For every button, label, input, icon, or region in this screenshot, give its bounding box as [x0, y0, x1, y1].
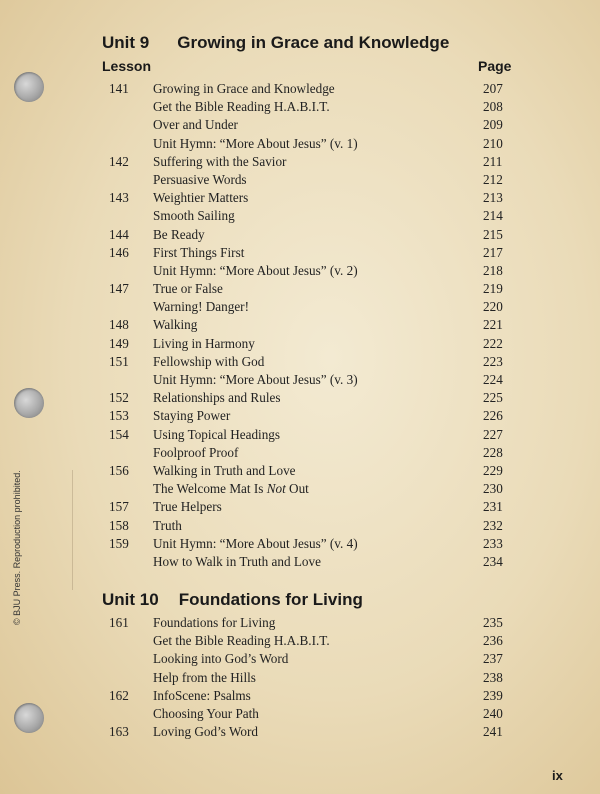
page-ref: 235	[483, 615, 503, 630]
page-ref: 211	[483, 153, 503, 169]
list-item	[0, 298, 600, 316]
lesson-title: Foolproof Proof	[153, 444, 239, 460]
lesson-number: 154	[109, 426, 129, 442]
lesson-number: 149	[109, 335, 129, 351]
lesson-number: 159	[109, 535, 129, 551]
page-ref: 230	[483, 481, 503, 497]
page-ref: 209	[483, 117, 503, 133]
list-item	[0, 207, 600, 225]
lesson-title: Persuasive Words	[153, 171, 247, 187]
lesson-title: Weightier Matters	[153, 190, 249, 206]
lesson-title: Looking into God’s Word	[153, 651, 289, 667]
list-item	[0, 632, 600, 650]
lesson-number: 153	[109, 408, 129, 424]
list-item	[0, 705, 600, 723]
page-ref: 224	[483, 372, 503, 387]
lesson-title: Smooth Sailing	[153, 208, 235, 224]
lesson-title: Warning! Danger!	[153, 299, 249, 315]
list-item	[0, 389, 600, 407]
page-number: ix	[552, 768, 563, 783]
list-item	[0, 262, 600, 280]
page-ref: 219	[483, 281, 503, 297]
lesson-number: 156	[109, 462, 129, 478]
page-ref: 231	[483, 499, 503, 515]
lesson-title: Unit Hymn: “More About Jesus” (v. 1)	[153, 135, 358, 151]
page-ref: 213	[483, 190, 503, 206]
list-item	[0, 517, 600, 535]
page-ref: 217	[483, 244, 503, 260]
lesson-number: 151	[109, 353, 129, 369]
list-item	[0, 650, 600, 668]
page-ref: 215	[483, 226, 503, 242]
page-ref: 232	[483, 517, 503, 533]
page-ref: 241	[483, 724, 503, 740]
list-item	[0, 153, 600, 171]
page-ref: 207	[483, 81, 503, 96]
list-item	[0, 407, 600, 425]
lesson-title: InfoScene: Psalms	[153, 687, 251, 703]
lesson-number: 141	[109, 81, 129, 96]
page-ref: 226	[483, 408, 503, 424]
page-ref: 237	[483, 651, 503, 667]
unit10-heading	[102, 590, 363, 610]
lesson-title: Relationships and Rules	[153, 390, 281, 406]
page-ref: 239	[483, 687, 503, 703]
lesson-title: Fellowship with God	[153, 353, 265, 369]
lesson-title: Walking	[153, 317, 198, 333]
list-item	[0, 614, 600, 632]
lesson-title: True or False	[153, 281, 223, 297]
lesson-number: 144	[109, 226, 129, 242]
lesson-title: Get the Bible Reading H.A.B.I.T.	[153, 99, 330, 115]
lesson-number: 162	[109, 687, 129, 703]
page-ref: 233	[483, 535, 503, 551]
list-item	[0, 687, 600, 705]
page-ref: 234	[483, 553, 503, 569]
lesson-title: Loving God’s Word	[153, 724, 258, 740]
lesson-title: The Welcome Mat Is Not Out	[153, 481, 309, 497]
page-ref: 208	[483, 99, 503, 115]
page-ref: 236	[483, 633, 503, 649]
lesson-title: Get the Bible Reading H.A.B.I.T.	[153, 633, 330, 649]
lesson-number: 161	[109, 615, 129, 630]
list-item	[0, 462, 600, 480]
lesson-title: Staying Power	[153, 408, 231, 424]
list-item	[0, 316, 600, 334]
page-ref: 228	[483, 444, 503, 460]
list-item	[0, 226, 600, 244]
unit9-title: Growing in Grace and Knowledge	[177, 33, 450, 52]
lesson-title: Unit Hymn: “More About Jesus” (v. 2)	[153, 262, 358, 278]
unit9-lesson-list	[0, 80, 600, 571]
list-item	[0, 116, 600, 134]
lesson-number: 142	[109, 153, 129, 169]
list-item	[0, 553, 600, 571]
lesson-title: Foundations for Living	[153, 615, 276, 630]
lesson-title: Growing in Grace and Knowledge	[153, 81, 335, 96]
lesson-title: Walking in Truth and Love	[153, 462, 296, 478]
page-ref: 223	[483, 353, 503, 369]
list-item	[0, 371, 600, 389]
list-item	[0, 98, 600, 116]
lesson-number: 146	[109, 244, 129, 260]
list-item	[0, 535, 600, 553]
unit9-heading	[102, 33, 449, 53]
list-item	[0, 480, 600, 498]
page-ref: 222	[483, 335, 503, 351]
lesson-title: Suffering with the Savior	[153, 153, 287, 169]
page-ref: 220	[483, 299, 503, 315]
list-item	[0, 723, 600, 741]
page-ref: 229	[483, 462, 503, 478]
lesson-title: Truth	[153, 517, 182, 533]
lesson-number: 148	[109, 317, 129, 333]
list-item	[0, 669, 600, 687]
page-ref: 238	[483, 669, 503, 685]
lesson-title: True Helpers	[153, 499, 222, 515]
page-ref: 225	[483, 390, 503, 406]
unit10-lesson-list	[0, 614, 600, 741]
list-item	[0, 189, 600, 207]
lesson-number: 143	[109, 190, 129, 206]
page-ref: 218	[483, 262, 503, 278]
list-item	[0, 426, 600, 444]
lesson-number: 158	[109, 517, 129, 533]
lesson-title: Unit Hymn: “More About Jesus” (v. 4)	[153, 535, 358, 551]
unit10-title: Foundations for Living	[178, 590, 363, 609]
lesson-title: Over and Under	[153, 117, 238, 133]
lesson-number: 157	[109, 499, 129, 515]
list-item	[0, 171, 600, 189]
lesson-number: 147	[109, 281, 129, 297]
list-item	[0, 80, 600, 98]
list-item	[0, 353, 600, 371]
lesson-title: Unit Hymn: “More About Jesus” (v. 3)	[153, 372, 358, 387]
list-item	[0, 244, 600, 262]
list-item	[0, 280, 600, 298]
page-ref: 240	[483, 705, 503, 721]
page-column-header: Page	[478, 58, 512, 74]
lesson-number: 163	[109, 724, 129, 740]
lesson-title: Living in Harmony	[153, 335, 255, 351]
copyright-note: © BJU Press. Reproduction prohibited.	[12, 470, 22, 625]
lesson-title: How to Walk in Truth and Love	[153, 553, 321, 569]
page-ref: 210	[483, 135, 503, 151]
lesson-number: 152	[109, 390, 129, 406]
lesson-title: Help from the Hills	[153, 669, 256, 685]
page-ref: 214	[483, 208, 503, 224]
lesson-title: Choosing Your Path	[153, 705, 259, 721]
list-item	[0, 335, 600, 353]
page-ref: 212	[483, 171, 503, 187]
lesson-title: Using Topical Headings	[153, 426, 281, 442]
list-item	[0, 135, 600, 153]
lesson-title: First Things First	[153, 244, 245, 260]
unit9-label: Unit 9	[102, 33, 150, 52]
list-item	[0, 444, 600, 462]
page-ref: 221	[483, 317, 503, 333]
lesson-column-header: Lesson	[102, 58, 152, 74]
page-ref: 227	[483, 426, 503, 442]
lesson-title: Be Ready	[153, 226, 205, 242]
unit10-label: Unit 10	[102, 590, 159, 609]
list-item	[0, 498, 600, 516]
